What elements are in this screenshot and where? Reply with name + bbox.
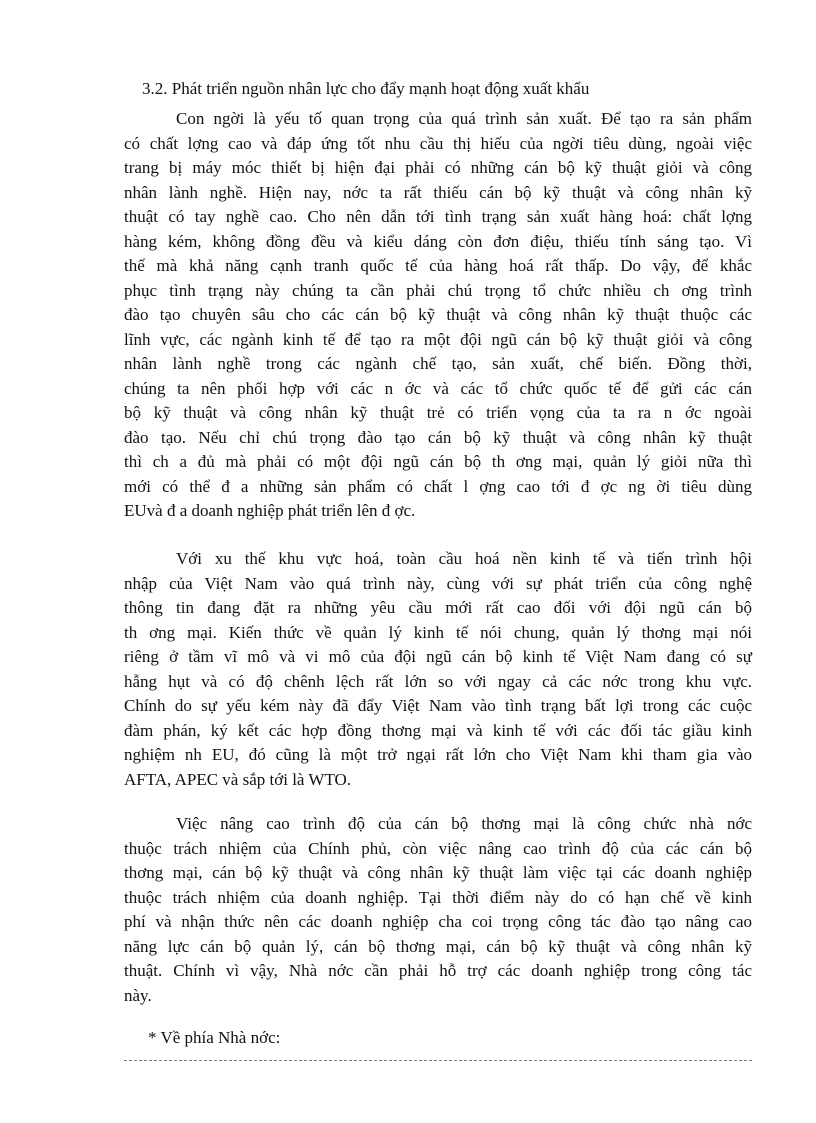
paragraph-line: AFTA, APEC và sắp tới là WTO. [124, 769, 352, 789]
paragraph-line: chúng ta nên phối hợp với các n ớc và các tổ chức quốc tế để gửi các cán [124, 378, 752, 398]
paragraph-line: nhập của Việt Nam vào quá trình này, cùng với sự phát triển của công nghệ [124, 573, 752, 593]
paragraph-line: mới có thể đ a những sản phẩm có chất l ợng cao tới đ ợc ng ời tiêu dùng [124, 476, 752, 496]
paragraph-line: bộ kỹ thuật và công nhân kỹ thuật trẻ có triển vọng của ta ra n ớc ngoài [124, 403, 752, 422]
section-note: * Về phía Nhà nớc: [148, 1028, 281, 1047]
paragraph-line: đào tạo. Nếu chỉ chú trọng đào tạo cán bộ kỹ thuật và công nhân kỹ thuật [124, 427, 752, 447]
paragraph-line: th ơng mại. Kiến thức về quản lý kinh tế nói chung, quản lý thơng mại nói [124, 622, 752, 642]
paragraph-1 [124, 107, 752, 524]
paragraph-line: đàm phán, ký kết các hợp đồng thơng mại và kinh tế với các đối tác giầu kinh [124, 720, 752, 740]
paragraph-line: năng lực cán bộ quản lý, cán bộ thơng mại, cán bộ kỹ thuật và công nhân kỹ [124, 936, 752, 956]
paragraph-line: thuộc trách nhiệm của Chính phủ, còn việc nâng cao trình độ của các cán bộ [124, 838, 752, 858]
paragraph-line: thông tin đang đặt ra những yêu cầu mới rất cao đối với đội ngũ cán bộ [124, 598, 752, 617]
paragraph-2 [124, 547, 752, 792]
paragraph-line: có chất lợng cao và đáp ứng tốt nhu cầu thị hiếu của ngời tiêu dùng, ngoài việc [124, 133, 752, 153]
paragraph-line: nhân lành nghề trong các ngành chế tạo, sản xuất, chế biến. Đồng thời, [124, 354, 752, 373]
paragraph-line: EUvà đ a doanh nghiệp phát triển lên đ ợc. [124, 501, 416, 520]
paragraph-3 [124, 812, 752, 1008]
footer-divider [124, 1060, 752, 1061]
paragraph-line: thuật có tay nghề cao. Cho nên dẫn tới tình trạng sản xuất hàng hoá: chất lợng [124, 207, 752, 226]
paragraph-line: Với xu thế khu vực hoá, toàn cầu hoá nền kinh tế và tiến trình hội [176, 549, 752, 568]
paragraph-line: thơng mại, cán bộ kỹ thuật và công nhân kỹ thuật làm việc tại các doanh nghiệp [124, 863, 752, 882]
paragraph-line: đào tạo chuyên sâu cho các cán bộ kỹ thuật và công nhân kỹ thuật thuộc các [124, 305, 752, 324]
paragraph-line: thế mà khả năng cạnh tranh quốc tế của hàng hoá rất thấp. Do vậy, để khắc [124, 256, 752, 275]
paragraph-line: hàng kém, không đồng đều và kiểu dáng còn đơn điệu, thiếu tính sáng tạo. Vì [124, 231, 752, 251]
paragraph-line: nhân lành nghề. Hiện nay, nớc ta rất thiếu cán bộ kỹ thuật và công nhân kỹ [124, 182, 752, 202]
paragraph-line: Việc nâng cao trình độ của cán bộ thơng mại là công chức nhà nớc [176, 814, 752, 833]
paragraph-line: thì ch a đủ mà phải có một đội ngũ cán bộ th ơng mại, quản lý giỏi nữa thì [124, 452, 752, 471]
paragraph-line: hẫng hụt và có độ chênh lệch rất lớn so với ngay cả các nớc trong khu vực. [124, 671, 752, 691]
paragraph-line: thuộc trách nhiệm của doanh nghiệp. Tại thời điểm này do có hạn chế về kinh [124, 887, 752, 907]
paragraph-line: lĩnh vực, các ngành kinh tế để tạo ra một đội ngũ cán bộ kỹ thuật giỏi và công [124, 329, 752, 349]
paragraph-line: phí và nhận thức nên các doanh nghiệp cha coi trọng công tác đào tạo nâng cao [124, 912, 752, 931]
paragraph-line: phục tình trạng này chúng ta cần phải chú trọng tổ chức nhiều ch ơng trình [124, 280, 752, 300]
paragraph-line: Con ngời là yếu tố quan trọng của quá trình sản xuất. Để tạo ra sản phẩm [176, 109, 752, 128]
paragraph-line: nghiệm nh EU, đó cũng là một trở ngại rất lớn cho Việt Nam khi tham gia vào [124, 745, 752, 764]
section-heading: 3.2. Phát triển nguồn nhân lực cho đẩy mạnh hoạt động xuất khẩu [142, 79, 590, 98]
paragraph-line: trang bị máy móc thiết bị hiện đại phải có những cán bộ kỹ thuật giỏi và công [124, 158, 752, 177]
paragraph-line: riêng ở tầm vĩ mô và vi mô của đội ngũ cán bộ kinh tế Việt Nam đang có sự [124, 647, 752, 666]
paragraph-line: này. [124, 985, 152, 1005]
paragraph-line: thuật. Chính vì vậy, Nhà nớc cần phải hỗ trợ các doanh nghiệp trong công tác [124, 961, 752, 980]
paragraph-line: Chính do sự yếu kém này đã đẩy Việt Nam vào tình trạng bất lợi trong các cuộc [124, 696, 752, 715]
